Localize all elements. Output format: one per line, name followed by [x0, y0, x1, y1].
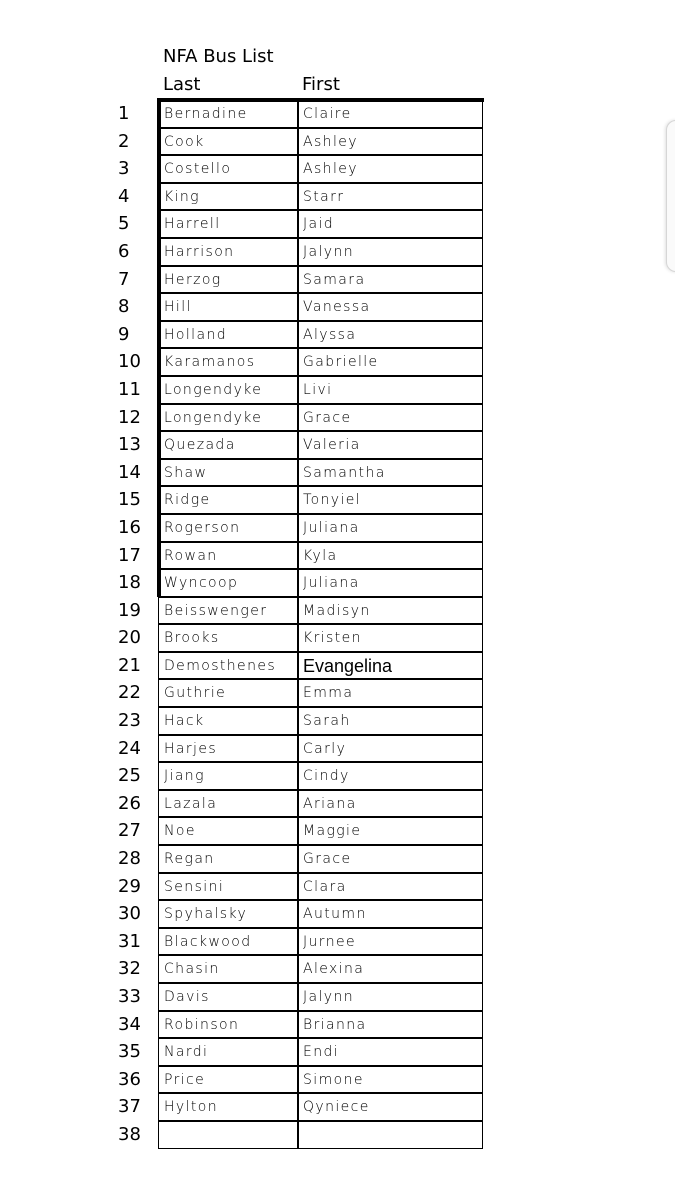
first-name-cell: Carly	[297, 735, 483, 763]
last-name-cell: Chasin	[158, 955, 299, 983]
table-row	[0, 624, 675, 652]
row-number: 26	[118, 792, 141, 814]
first-name-cell: Clara	[297, 873, 483, 901]
first-name-cell: Samara	[297, 266, 483, 294]
row-number: 11	[118, 378, 141, 400]
first-name-cell: Starr	[297, 183, 483, 211]
first-name-cell: Maggie	[297, 817, 483, 845]
last-name-cell: Spyhalsky	[158, 900, 299, 928]
first-name-cell: Grace	[297, 404, 483, 432]
row-number: 36	[118, 1068, 141, 1090]
first-name-cell: Valeria	[297, 431, 483, 459]
row-number: 30	[118, 903, 141, 925]
row-number: 20	[118, 627, 141, 649]
row-number: 34	[118, 1013, 141, 1035]
table-row	[0, 900, 675, 928]
first-name-cell: Jurnee	[297, 928, 483, 956]
last-name-cell: Hill	[158, 293, 299, 321]
last-name-cell: Davis	[158, 983, 299, 1011]
table-row	[0, 155, 675, 183]
table-row	[0, 431, 675, 459]
table-row	[0, 707, 675, 735]
last-name-cell: Nardi	[158, 1038, 299, 1066]
table-row	[0, 486, 675, 514]
row-number: 28	[118, 848, 141, 870]
row-number: 37	[118, 1096, 141, 1118]
row-number: 1	[118, 103, 130, 124]
table-row	[0, 348, 675, 376]
table-row	[0, 1066, 675, 1094]
first-name-cell: Emma	[297, 679, 483, 707]
table-row	[0, 376, 675, 404]
table-row	[0, 679, 675, 707]
first-name-cell: Ariana	[297, 790, 483, 818]
first-name-cell: Juliana	[297, 569, 483, 597]
last-name-cell: Harrison	[158, 238, 299, 266]
first-name-cell: Jaid	[297, 210, 483, 238]
first-name-cell: Jalynn	[297, 238, 483, 266]
first-name-cell: Cindy	[297, 762, 483, 790]
table-row	[0, 569, 675, 597]
last-name-cell: King	[158, 183, 299, 211]
first-name-cell: Vanessa	[297, 293, 483, 321]
table-row	[0, 955, 675, 983]
row-number: 8	[118, 296, 130, 318]
table-row	[0, 266, 675, 294]
table-row	[0, 735, 675, 763]
first-name-cell: Juliana	[297, 514, 483, 542]
table-row	[0, 762, 675, 790]
table-row	[0, 459, 675, 487]
table-row	[0, 817, 675, 845]
table-row	[0, 1038, 675, 1066]
row-number: 15	[118, 489, 141, 511]
last-name-cell: Blackwood	[158, 928, 299, 956]
row-number: 16	[118, 516, 141, 538]
last-name-cell: Jiang	[158, 762, 299, 790]
last-name-cell: Wyncoop	[158, 569, 299, 597]
first-name-cell: Sarah	[297, 707, 483, 735]
first-name-cell: Kristen	[297, 624, 483, 652]
table-row	[0, 597, 675, 625]
row-number: 10	[118, 351, 141, 373]
first-name-cell: Gabrielle	[297, 348, 483, 376]
last-name-cell: Beisswenger	[158, 597, 299, 625]
last-name-cell	[158, 1121, 299, 1149]
row-number: 2	[118, 130, 130, 152]
row-number: 27	[118, 820, 141, 842]
last-name-cell: Quezada	[158, 431, 299, 459]
last-name-cell: Price	[158, 1066, 299, 1094]
row-number: 12	[118, 406, 141, 428]
last-name-cell: Brooks	[158, 624, 299, 652]
edge-panel-handle[interactable]	[666, 120, 675, 272]
first-name-cell: Tonyiel	[297, 486, 483, 514]
last-name-cell: Harrell	[158, 210, 299, 238]
first-name-cell: Alexina	[297, 955, 483, 983]
row-number: 22	[118, 682, 141, 704]
row-number: 32	[118, 958, 141, 980]
table-row	[0, 404, 675, 432]
first-name-cell: Simone	[297, 1066, 483, 1094]
row-number: 38	[118, 1123, 141, 1145]
row-number: 21	[118, 654, 141, 676]
row-number: 7	[118, 268, 130, 290]
first-name-cell: Jalynn	[297, 983, 483, 1011]
row-number: 29	[118, 875, 141, 897]
last-name-cell: Hack	[158, 707, 299, 735]
first-name-cell: Grace	[297, 845, 483, 873]
table-row	[0, 128, 675, 156]
table-row	[0, 293, 675, 321]
row-number: 31	[118, 930, 141, 952]
bus-list-table	[0, 100, 675, 1149]
row-number: 35	[118, 1041, 141, 1063]
last-name-cell: Shaw	[158, 459, 299, 487]
last-name-cell: Regan	[158, 845, 299, 873]
first-name-cell: Qyniece	[297, 1093, 483, 1121]
last-name-cell: Hylton	[158, 1093, 299, 1121]
last-name-cell: Rowan	[158, 542, 299, 570]
last-name-cell: Guthrie	[158, 679, 299, 707]
row-number: 18	[118, 572, 141, 594]
row-number: 5	[118, 213, 130, 235]
table-top-border	[157, 98, 484, 102]
first-name-cell: Ashley	[297, 155, 483, 183]
first-name-cell: Brianna	[297, 1011, 483, 1039]
table-row	[0, 873, 675, 901]
first-name-cell: Samantha	[297, 459, 483, 487]
list-title: NFA Bus List	[163, 46, 274, 67]
last-name-cell: Lazala	[158, 790, 299, 818]
row-number: 19	[118, 599, 141, 621]
last-name-cell: Sensini	[158, 873, 299, 901]
row-number: 17	[118, 544, 141, 566]
table-row	[0, 845, 675, 873]
last-name-cell: Demosthenes	[158, 652, 299, 680]
table-row	[0, 1093, 675, 1121]
row-number: 25	[118, 765, 141, 787]
table-row	[0, 928, 675, 956]
row-number: 13	[118, 434, 141, 456]
row-number: 6	[118, 240, 130, 262]
row-number: 3	[118, 158, 130, 180]
table-row	[0, 1121, 675, 1149]
table-row	[0, 983, 675, 1011]
first-name-cell	[297, 1121, 483, 1149]
first-name-cell: Madisyn	[297, 597, 483, 625]
row-number: 14	[118, 461, 141, 483]
table-row	[0, 652, 675, 680]
table-row	[0, 210, 675, 238]
table-left-border	[157, 100, 161, 597]
first-name-cell: Alyssa	[297, 321, 483, 349]
last-name-cell: Longendyke	[158, 404, 299, 432]
table-row	[0, 321, 675, 349]
table-row	[0, 238, 675, 266]
row-number: 33	[118, 986, 141, 1007]
row-number: 9	[118, 323, 130, 345]
last-name-cell: Bernadine	[158, 100, 299, 128]
first-name-cell: Evangelina	[297, 652, 483, 680]
row-number: 23	[118, 710, 141, 732]
last-name-cell: Ridge	[158, 486, 299, 514]
table-row	[0, 790, 675, 818]
last-name-cell: Herzog	[158, 266, 299, 294]
last-name-cell: Robinson	[158, 1011, 299, 1039]
last-name-cell: Cook	[158, 128, 299, 156]
first-name-cell: Kyla	[297, 542, 483, 570]
last-name-cell: Karamanos	[158, 348, 299, 376]
table-row	[0, 183, 675, 211]
last-name-cell: Harjes	[158, 735, 299, 763]
last-name-cell: Rogerson	[158, 514, 299, 542]
row-number: 4	[118, 185, 130, 207]
last-name-cell: Costello	[158, 155, 299, 183]
column-header-first: First	[302, 74, 340, 95]
table-row	[0, 100, 675, 128]
first-name-cell: Claire	[297, 100, 483, 128]
first-name-cell: Autumn	[297, 900, 483, 928]
last-name-cell: Longendyke	[158, 376, 299, 404]
first-name-cell: Livi	[297, 376, 483, 404]
last-name-cell: Holland	[158, 321, 299, 349]
row-number: 24	[118, 737, 141, 759]
table-row	[0, 542, 675, 570]
table-row	[0, 514, 675, 542]
last-name-cell: Noe	[158, 817, 299, 845]
first-name-cell: Ashley	[297, 128, 483, 156]
first-name-cell: Endi	[297, 1038, 483, 1066]
column-header-last: Last	[163, 74, 201, 95]
table-row	[0, 1011, 675, 1039]
